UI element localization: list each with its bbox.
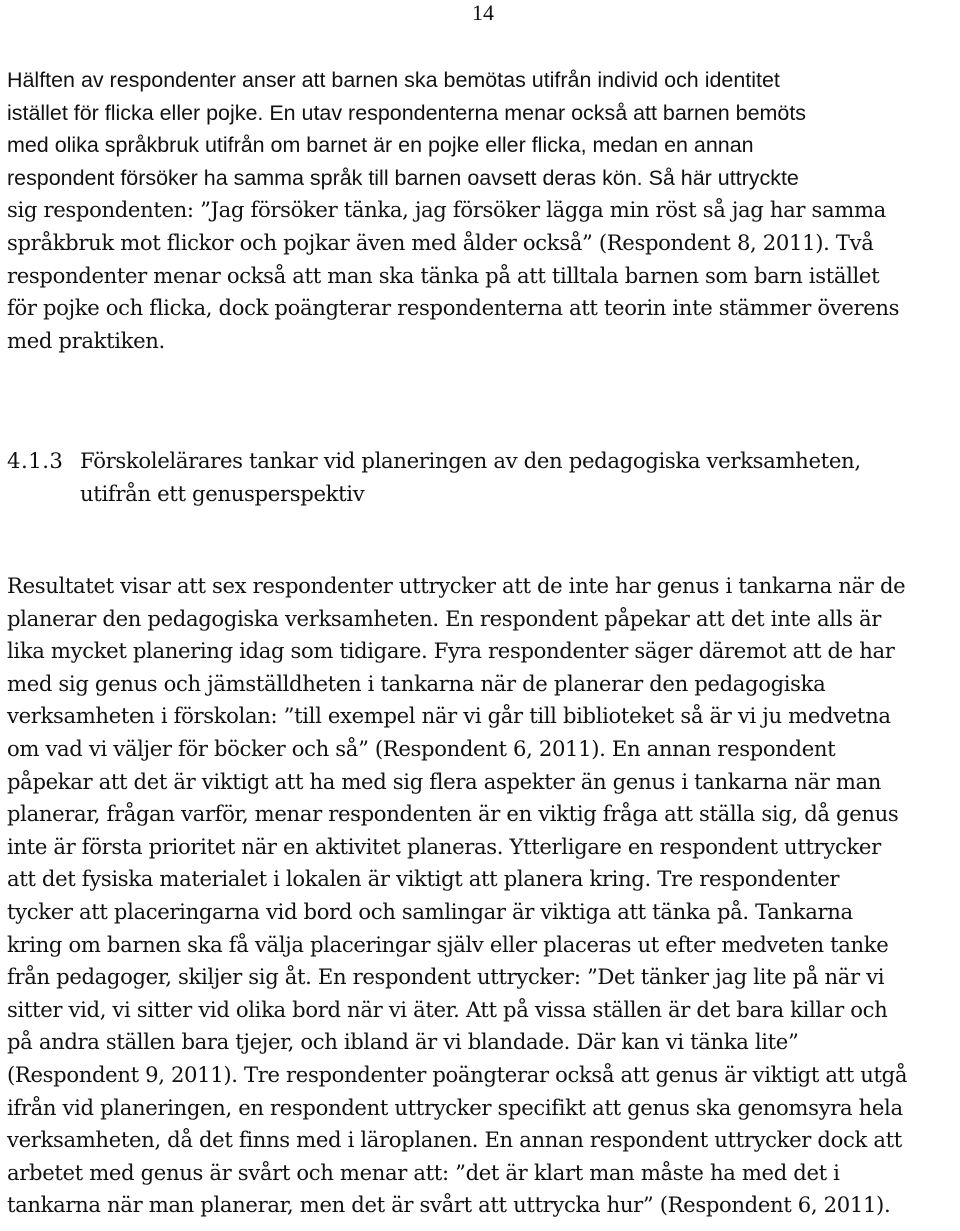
text-line: för pojke och flicka, dock poängterar respondenterna att teorin inte stämmer överens (7, 295, 900, 321)
text-line: med sig genus och jämställdheten i tankarna när de planerar den pedagogiska (7, 670, 826, 696)
section-title-line: Förskolelärares tankar vid planeringen av den pedagogiska verksamheten, (80, 448, 861, 473)
section-title-line: utifrån ett genusperspektiv (80, 481, 365, 506)
text-line: ifrån vid planeringen, en respondent uttrycker specifikt att genus ska genomsyra hela (7, 1094, 903, 1120)
text-line: med praktiken. (7, 327, 165, 353)
page-number: 14 (472, 0, 494, 25)
text-line: planerar den pedagogiska verksamheten. En respondent påpekar att det inte alls är (7, 605, 882, 631)
text-line: respondent försöker ha samma språk till barnen oavsett deras kön. Så här uttryckte (7, 165, 799, 190)
text-line: språkbruk mot flickor och pojkar även med ålder också” (Respondent 8, 2011). Två (7, 229, 874, 255)
text-line: inte är första prioritet när en aktivitet planeras. Ytterligare en respondent uttrycker (7, 833, 881, 859)
text-line: arbetet med genus är svårt och menar att: ”det är klart man måste ha med det i (7, 1159, 840, 1185)
text-line: verksamheten, då det finns med i läroplanen. En annan respondent uttrycker dock att (7, 1127, 902, 1153)
text-line: kring om barnen ska få välja placeringar själv eller placeras ut efter medveten tanke (7, 931, 889, 957)
paragraph-2 (7, 570, 955, 1222)
paragraph-1 (7, 64, 955, 357)
text-line: verksamheten i förskolan: ”till exempel när vi går till biblioteket så är vi ju medvetna (7, 703, 891, 729)
section-number: 4.1.3 (7, 448, 64, 473)
text-line: sig respondenten: ”Jag försöker tänka, jag försöker lägga min röst så jag har samma (7, 197, 886, 223)
text-line: tankarna när man planerar, men det är svårt att uttrycka hur” (Respondent 6, 2011). (7, 1192, 891, 1218)
text-line: att det fysiska materialet i lokalen är viktigt att planera kring. Tre respondenter (7, 866, 840, 892)
text-line: planerar, frågan varför, menar respondenten är en viktig fråga att ställa sig, då genus (7, 801, 899, 827)
text-line: lika mycket planering idag som tidigare. Fyra respondenter säger däremot att de har (7, 638, 895, 664)
text-line: om vad vi väljer för böcker och så” (Respondent 6, 2011). En annan respondent (7, 735, 836, 761)
text-line: från pedagoger, skiljer sig åt. En respondent uttrycker: ”Det tänker jag lite på när vi (7, 964, 885, 990)
text-line: Hälften av respondenter anser att barnen ska bemötas utifrån individ och identitet (7, 68, 780, 92)
text-line: (Respondent 9, 2011). Tre respondenter poängterar också att genus är viktigt att utgå (7, 1061, 908, 1087)
text-line: respondenter menar också att man ska tänka på att tilltala barnen som barn istället (7, 262, 880, 288)
text-line: med olika språkbruk utifrån om barnet är en pojke eller flicka, medan en annan (7, 133, 754, 158)
section-title (80, 444, 861, 510)
text-line: sitter vid, vi sitter vid olika bord när vi äter. Att på vissa ställen är det bara killar och (7, 996, 888, 1022)
text-line: istället för flicka eller pojke. En utav respondenterna menar också att barnen bemöts (7, 100, 807, 125)
text-line: påpekar att det är viktigt att ha med sig flera aspekter än genus i tankarna när man (7, 768, 882, 794)
text-line: på andra ställen bara tjejer, och ibland är vi blandade. Där kan vi tänka lite” (7, 1029, 799, 1055)
text-line: tycker att placeringarna vid bord och samlingar är viktiga att tänka på. Tankarna (7, 898, 853, 924)
text-line: Resultatet visar att sex respondenter uttrycker att de inte har genus i tankarna när de (7, 573, 906, 598)
